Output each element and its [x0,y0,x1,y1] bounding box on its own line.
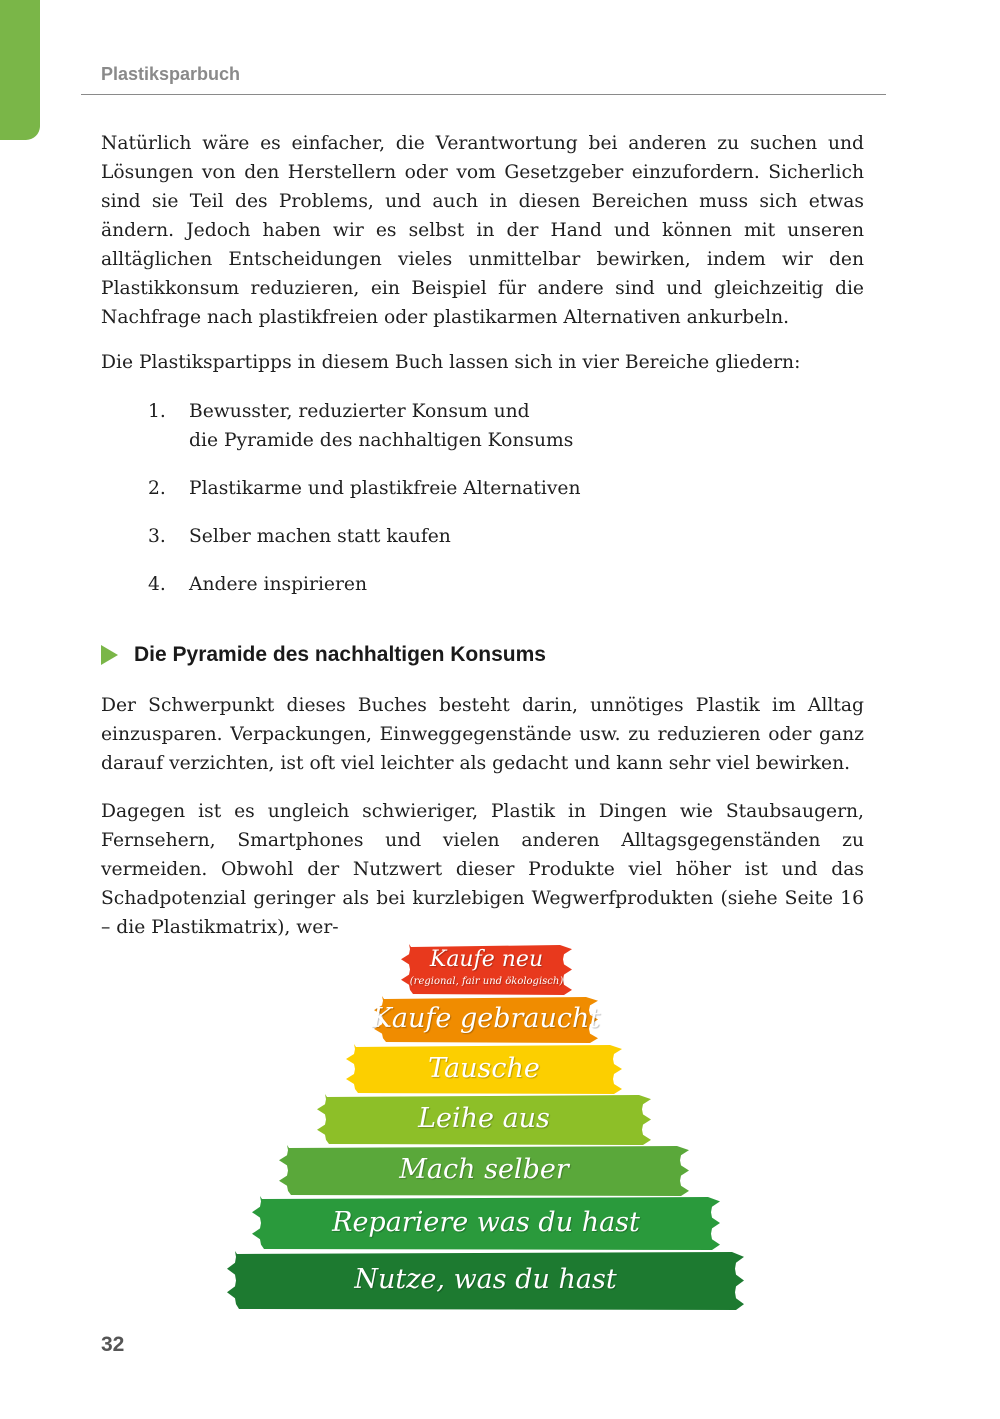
pyramid-tier-label: Repariere was du hast [332,1206,640,1238]
running-head: Plastiksparbuch [101,64,241,84]
pyramid-tier-sublabel: (regional, fair und ökologisch) [409,976,564,987]
paragraph-3: Der Schwerpunkt dieses Buches besteht darin, unnötiges Plastik im Alltag einzusparen. Verpackungen, Einweggegenstände usw. zu reduzieren oder ganz darauf verzichten, ist oft viel leichter als gedacht und kann sehr viel bewirken. [101,695,864,774]
section-title: Die Pyramide des nachhaltigen Konsums [134,643,546,666]
paragraph-4: Dagegen ist es ungleich schwieriger, Plastik in Dingen wie Staubsaugern, Fernsehern, Smartphones und vielen anderen Alltagsgegenständen zu vermeiden. Obwohl der Nutzwert dieser Produkte viel höher ist und das Schadpotenzial geringer als bei kurzlebigen Wegwerfprodukten (siehe Seite 16 – die Plastikmatrix), wer- [101,801,864,938]
list-number: 2. [148,478,166,499]
paragraph-2: Die Plastikspartipps in diesem Buch lassen sich in vier Bereiche gliedern: [101,352,801,373]
page-number: 32 [101,1333,125,1356]
list-number: 1. [148,401,166,422]
pyramid-tier-label: Kaufe neu [429,947,544,972]
pyramid-tier-label: Kaufe gebraucht [371,1003,601,1035]
paragraph-1: Natürlich wäre es einfacher, die Verantwortung bei anderen zu suchen und Lösungen von den Herstellern oder vom Gesetzgeber einzufordern. Sicherlich sind sie Teil des Problems, und auch in diesen Bereichen muss sich etwas ändern. Jedoch haben wir es selbst in der Hand und können mit unseren alltäglichen Entscheidungen vieles unmittelbar bewirken, indem wir den Plastikkonsum reduzieren, ein Beispiel für andere sind und gleichzeitig die Nachfrage nach plastikfreien oder plastikarmen Alternativen ankurbeln. [101,133,864,328]
list-text: Andere inspirieren [189,574,368,595]
pyramid-tier-label: Nutze, was du hast [354,1264,617,1296]
list-text: die Pyramide des nachhaltigen Konsums [189,430,574,451]
pyramid-tier-label: Mach selber [399,1154,569,1186]
list-number: 3. [148,526,166,547]
list-number: 4. [148,574,166,595]
list-text: Bewusster, reduzierter Konsum und [189,401,530,422]
pyramid-tier-label: Leihe aus [418,1103,550,1135]
pyramid-tier-label: Tausche [428,1052,540,1084]
list-text: Plastikarme und plastikfreie Alternativen [189,478,581,499]
list-text: Selber machen statt kaufen [189,526,451,547]
